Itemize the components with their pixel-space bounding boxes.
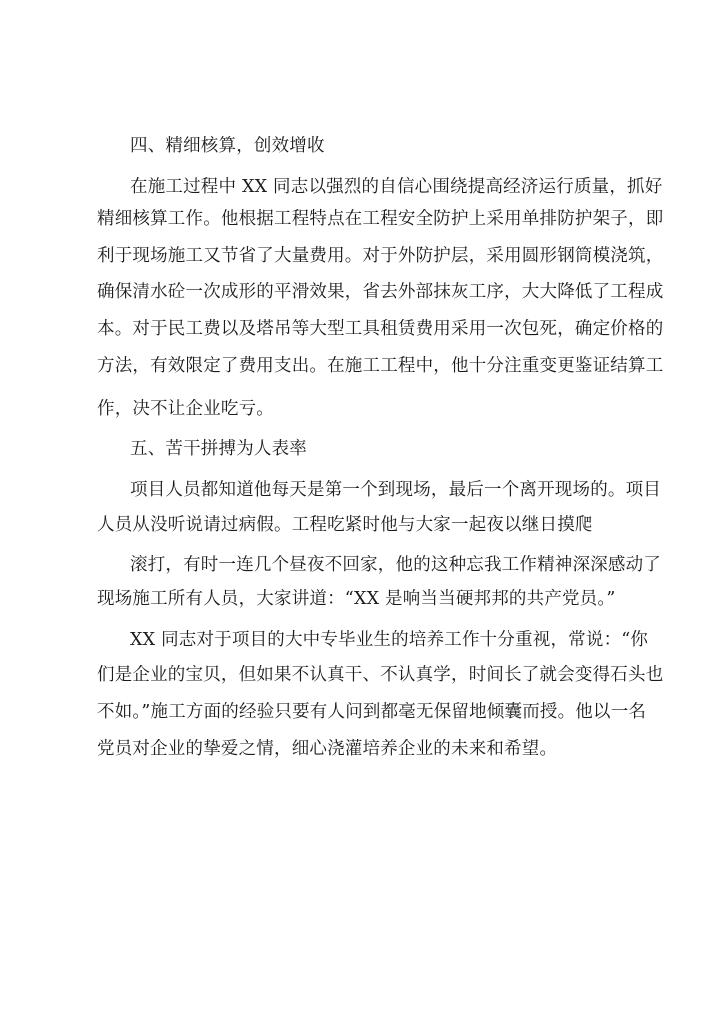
section-heading-4: 四、精细核算，创效增收 — [130, 136, 325, 156]
paragraph-line: 作，决不让企业吃亏。 — [97, 399, 274, 419]
paragraph-line: 精细核算工作。他根据工程特点在工程安全防护上采用单排防护架子，即 — [97, 209, 664, 229]
paragraph-line: 滚打，有时一连几个昼夜不回家，他的这种忘我工作精神深深感动了 — [130, 555, 661, 575]
paragraph-line: 不如。”施工方面的经验只要有人问到都毫无保留地倾囊而授。他以一名 — [97, 702, 647, 722]
paragraph-line: 人员从没听说请过病假。工程吃紧时他与大家一起夜以继日摸爬 — [97, 515, 593, 535]
paragraph-line: 现场施工所有人员，大家讲道：“XX 是响当当硬邦邦的共产党员。” — [97, 589, 616, 609]
paragraph-line: 党员对企业的挚爱之情，细心浇灌培养企业的未来和希望。 — [97, 739, 558, 759]
paragraph-line: XX 同志对于项目的大中专毕业生的培养工作十分重视，常说：“你 — [130, 630, 649, 650]
paragraph-line: 方法，有效限定了费用支出。在施工工程中，他十分注重变更鉴证结算工 — [97, 356, 664, 376]
section-heading-5: 五、苦干拼搏为人表率 — [130, 439, 307, 459]
paragraph-line: 确保清水砼一次成形的平滑效果，省去外部抹灰工序，大大降低了工程成 — [97, 282, 664, 302]
paragraph-line: 们是企业的宝贝，但如果不认真干、不认真学，时间长了就会变得石头也 — [97, 665, 664, 685]
paragraph-line: 本。对于民工费以及塔吊等大型工具租赁费用采用一次包死，确定价格的 — [97, 319, 664, 339]
paragraph-line: 在施工过程中 XX 同志以强烈的自信心围绕提高经济运行质量，抓好 — [130, 177, 663, 197]
paragraph-line: 项目人员都知道他每天是第一个到现场，最后一个离开现场的。项目 — [130, 480, 661, 500]
paragraph-line: 利于现场施工又节省了大量费用。对于外防护层，采用圆形钢筒模浇筑， — [97, 246, 664, 266]
